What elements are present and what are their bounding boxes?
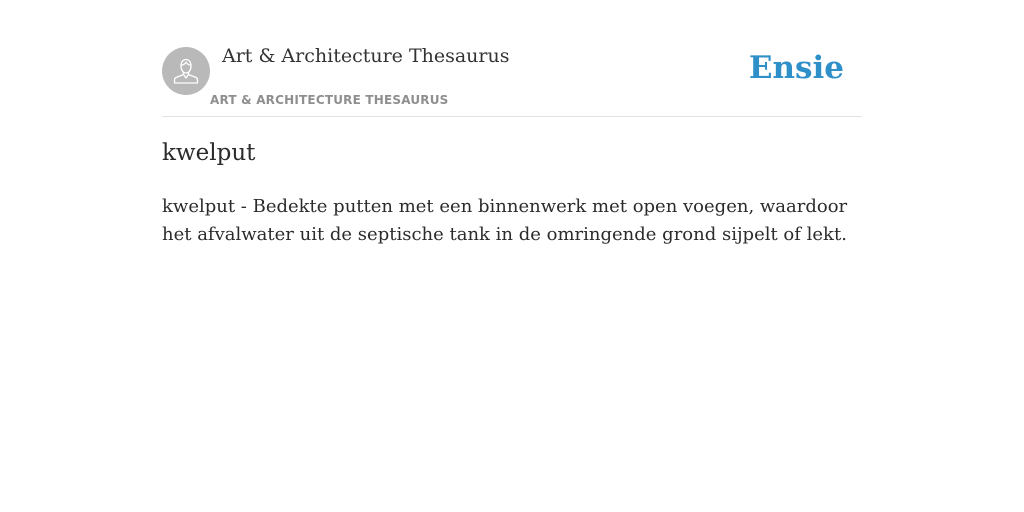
user-icon xyxy=(171,56,201,86)
entry-header xyxy=(162,0,862,117)
entry-term: kwelput xyxy=(162,140,256,166)
brand-logo[interactable]: Ensie xyxy=(748,50,844,86)
author-name[interactable]: Art & Architecture Thesaurus xyxy=(222,45,510,67)
source-label[interactable]: ART & ARCHITECTURE THESAURUS xyxy=(210,93,449,107)
page-content xyxy=(162,0,862,512)
avatar[interactable] xyxy=(162,47,210,95)
entry-definition: kwelput - Bedekte putten met een binnenwerk met open voegen, waardoor het afvalwater uit de septische tank in de omringende grond sijpelt of lekt. xyxy=(162,196,848,245)
